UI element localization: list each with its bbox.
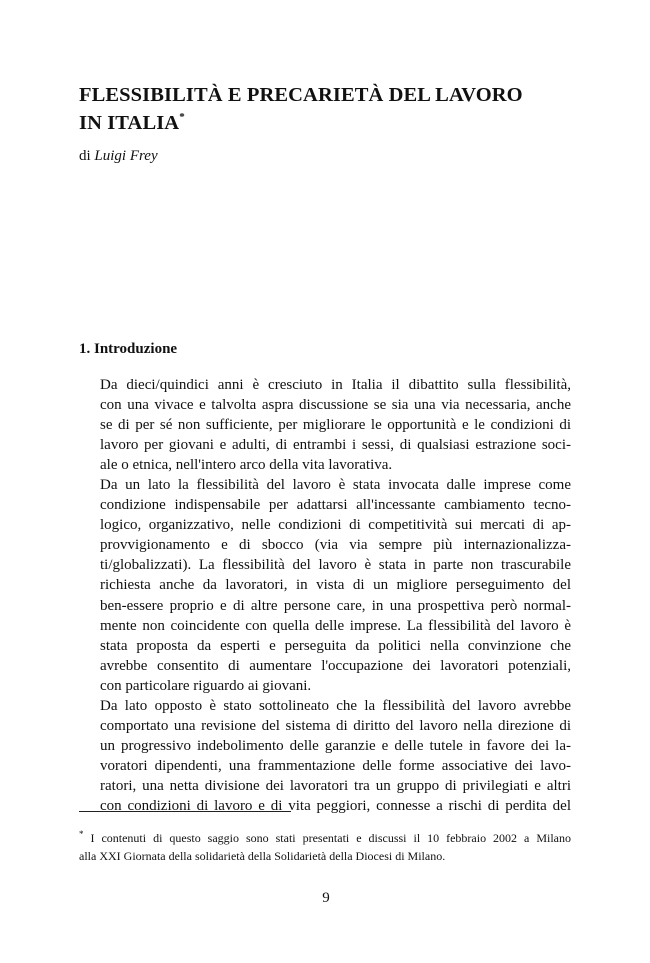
paragraph-line: richiesta anche da lavoratori, in vista di un migliore perseguimento del [100,577,571,594]
footnote-line-1 [79,825,571,847]
paragraph [79,475,571,696]
paragraph-line: comportato una revisione del sistema di diritto del lavoro nella direzione di [100,717,571,734]
paragraph-line: Da lato opposto è stato sottolineato che la flessibilità del lavoro avrebbe [100,697,571,714]
footnote-line-1-text: I contenuti di questo saggio sono stati presentati e discussi il 10 febbraio 2002 a Milano [83,831,571,845]
footnote-line-2: alla XXI Giornata della solidarietà della Solidarietà della Diocesi di Milano. [79,849,446,863]
paragraph-line: ale o etnica, nell'intero arco della vita lavorativa. [100,457,393,474]
paragraph-line: ti/globalizzati). La flessibilità del lavoro è stata in parte non trascurabile [100,557,571,574]
page-number: 9 [322,890,330,906]
section-heading: 1. Introduzione [79,341,178,357]
paragraph [79,696,571,816]
paragraph-line: stata proposta da esperti e perseguita da politici nella convinzione che [100,637,571,654]
paragraph-line: Da un lato la flessibilità del lavoro è stata invocata dalle imprese come [100,477,571,494]
paragraph-line: lavoro per giovani e adulti, di entrambi i sessi, di qualsiasi estrazione soci- [100,437,571,454]
footnote-separator [79,811,291,812]
author-prefix: di [79,148,95,164]
footnote-marker: * [79,829,84,839]
paragraph-line: mente non coincidente con quella delle imprese. La flessibilità del lavoro è [100,617,571,634]
paragraph-line: con particolare riguardo ai giovani. [100,677,312,694]
footnote [79,825,571,865]
paragraph-line: ratori, una netta divisione dei lavoratori tra un gruppo di privilegiati e altri [100,777,571,794]
paragraph-line: se di per sé non sufficiente, per migliorare le opportunità e le condizioni di [100,417,571,434]
paragraph-line: voratori dipendenti, una frammentazione delle forme associative dei lavo- [100,757,571,774]
body-text [79,375,571,816]
author-byline [79,147,158,165]
paragraph-line: avrebbe consentito di aumentare l'occupazione dei lavoratori potenziali, [100,657,571,674]
paragraph-line: con una vivace e talvolta aspra discussione se sia una via necessaria, anche [100,397,571,414]
chapter-title-line-2 [79,107,549,135]
paragraph-line: Da dieci/quindici anni è cresciuto in Italia il dibattito sulla flessibilità, [100,377,571,393]
title-footnote-marker[interactable]: * [179,111,185,123]
chapter-title-line-1: FLESSIBILITÀ E PRECARIETÀ DEL LAVORO [79,84,523,106]
chapter-title-line-2-text: IN ITALIA [79,111,180,134]
paragraph-line: un progressivo indebolimento delle garanzie e delle tutele in favore dei la- [100,737,571,754]
paragraph-line: provvigionamento e di sbocco (via via sempre più internazionalizza- [100,537,571,554]
paragraph-line: con condizioni di lavoro e di vita peggiori, connesse a rischi di perdita del [100,797,571,814]
paragraph-line: ben-essere proprio e di altre persone care, in una prospettiva però normal- [100,597,571,614]
chapter-title [79,84,549,135]
paragraph-line: condizione indispensabile per adattarsi all'incessante cambiamento tecno- [100,497,571,514]
paragraph-line: logico, organizzativo, nelle condizioni di competitività sui mercati di ap- [100,517,571,534]
paragraph [79,375,571,475]
author-name: Luigi Frey [94,148,158,164]
